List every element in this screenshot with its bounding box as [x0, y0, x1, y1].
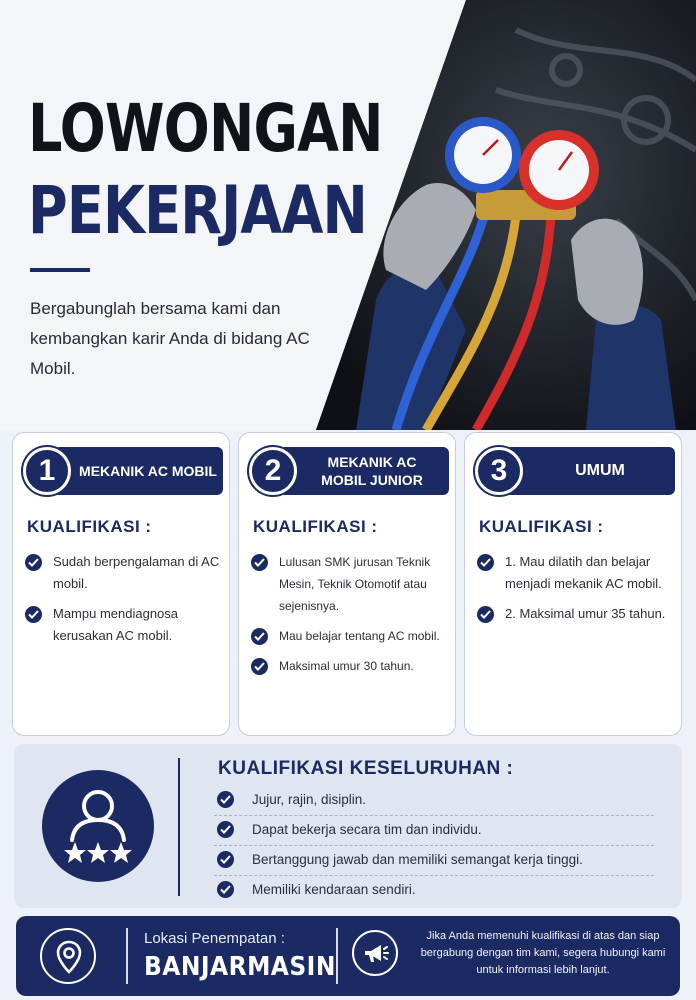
technician-gauge-illustration [316, 0, 696, 430]
check-circle-icon [25, 554, 42, 571]
list-item: Mampu mendiagnosa kerusakan AC mobil. [25, 603, 225, 647]
qualification-heading: KUALIFIKASI : [479, 517, 604, 536]
check-circle-icon [217, 821, 234, 838]
job-number: 3 [475, 447, 523, 495]
job-card-header [249, 447, 447, 495]
megaphone-icon [352, 930, 398, 976]
check-circle-icon [251, 554, 268, 571]
qualification-heading: KUALIFIKASI : [253, 517, 378, 536]
job-number: 1 [23, 447, 71, 495]
job-position-title: UMUM [505, 447, 675, 495]
footer-divider [126, 928, 128, 984]
location-label: Lokasi Penempatan : [144, 930, 285, 947]
list-item: Sudah berpengalaman di AC mobil. [25, 551, 225, 595]
job-number: 2 [249, 447, 297, 495]
title-underline [30, 268, 90, 272]
job-card-header [23, 447, 221, 495]
check-circle-icon [217, 791, 234, 808]
list-item: Jujur, rajin, disiplin. [214, 786, 654, 816]
check-circle-icon [251, 628, 268, 645]
check-circle-icon [217, 851, 234, 868]
overall-title: KUALIFIKASI KESELURUHAN : [218, 758, 514, 779]
list-item: Memiliki kendaraan sendiri. [214, 876, 654, 906]
footer-divider [336, 928, 338, 984]
check-circle-icon [217, 881, 234, 898]
check-circle-icon [25, 606, 42, 623]
hero-section [0, 0, 696, 430]
job-card-1 [12, 432, 230, 736]
overall-qualifications [14, 744, 682, 908]
contact-note: Jika Anda memenuhi kualifikasi di atas dan siap bergabung dengan tim kami, segera hubungi kami untuk informasi lebih lanjut. [420, 930, 666, 976]
section-divider [178, 758, 180, 896]
tagline: Bergabunglah bersama kami dan kembangkan karir Anda di bidang AC Mobil. [30, 299, 310, 378]
location-city: BANJARMASIN [144, 952, 336, 982]
qualification-list [477, 551, 677, 633]
check-circle-icon [477, 606, 494, 623]
job-card-3 [464, 432, 682, 736]
list-item: 1. Mau dilatih dan belajar menjadi mekanik AC mobil. [477, 551, 677, 595]
list-item: Maksimal umur 30 tahun. [251, 655, 455, 677]
job-card-2 [238, 432, 456, 736]
list-item: Bertanggung jawab dan memiliki semangat kerja tinggi. [214, 846, 654, 876]
qualification-list [25, 551, 225, 655]
check-circle-icon [251, 658, 268, 675]
list-item: 2. Maksimal umur 35 tahun. [477, 603, 677, 625]
job-position-title: MEKANIK AC MOBIL [53, 447, 223, 495]
headline-line-2: PEKERJAAN [28, 172, 368, 249]
job-position-title: MEKANIK AC MOBIL JUNIOR [279, 447, 449, 495]
list-item: Dapat bekerja secara tim dan individu. [214, 816, 654, 846]
list-item: Lulusan SMK jurusan Teknik Mesin, Teknik Otomotif atau sejenisnya. [251, 551, 455, 617]
list-item: Mau belajar tentang AC mobil. [251, 625, 455, 647]
footer-bar [16, 916, 680, 996]
qualification-list [251, 551, 455, 685]
location-pin-icon [40, 928, 96, 984]
check-circle-icon [477, 554, 494, 571]
ac-gauge-photo [316, 0, 696, 430]
qualification-heading: KUALIFIKASI : [27, 517, 152, 536]
headline-line-1: LOWONGAN [28, 90, 383, 167]
job-card-header [475, 447, 673, 495]
user-stars-icon [42, 770, 154, 882]
overall-list [214, 786, 654, 906]
